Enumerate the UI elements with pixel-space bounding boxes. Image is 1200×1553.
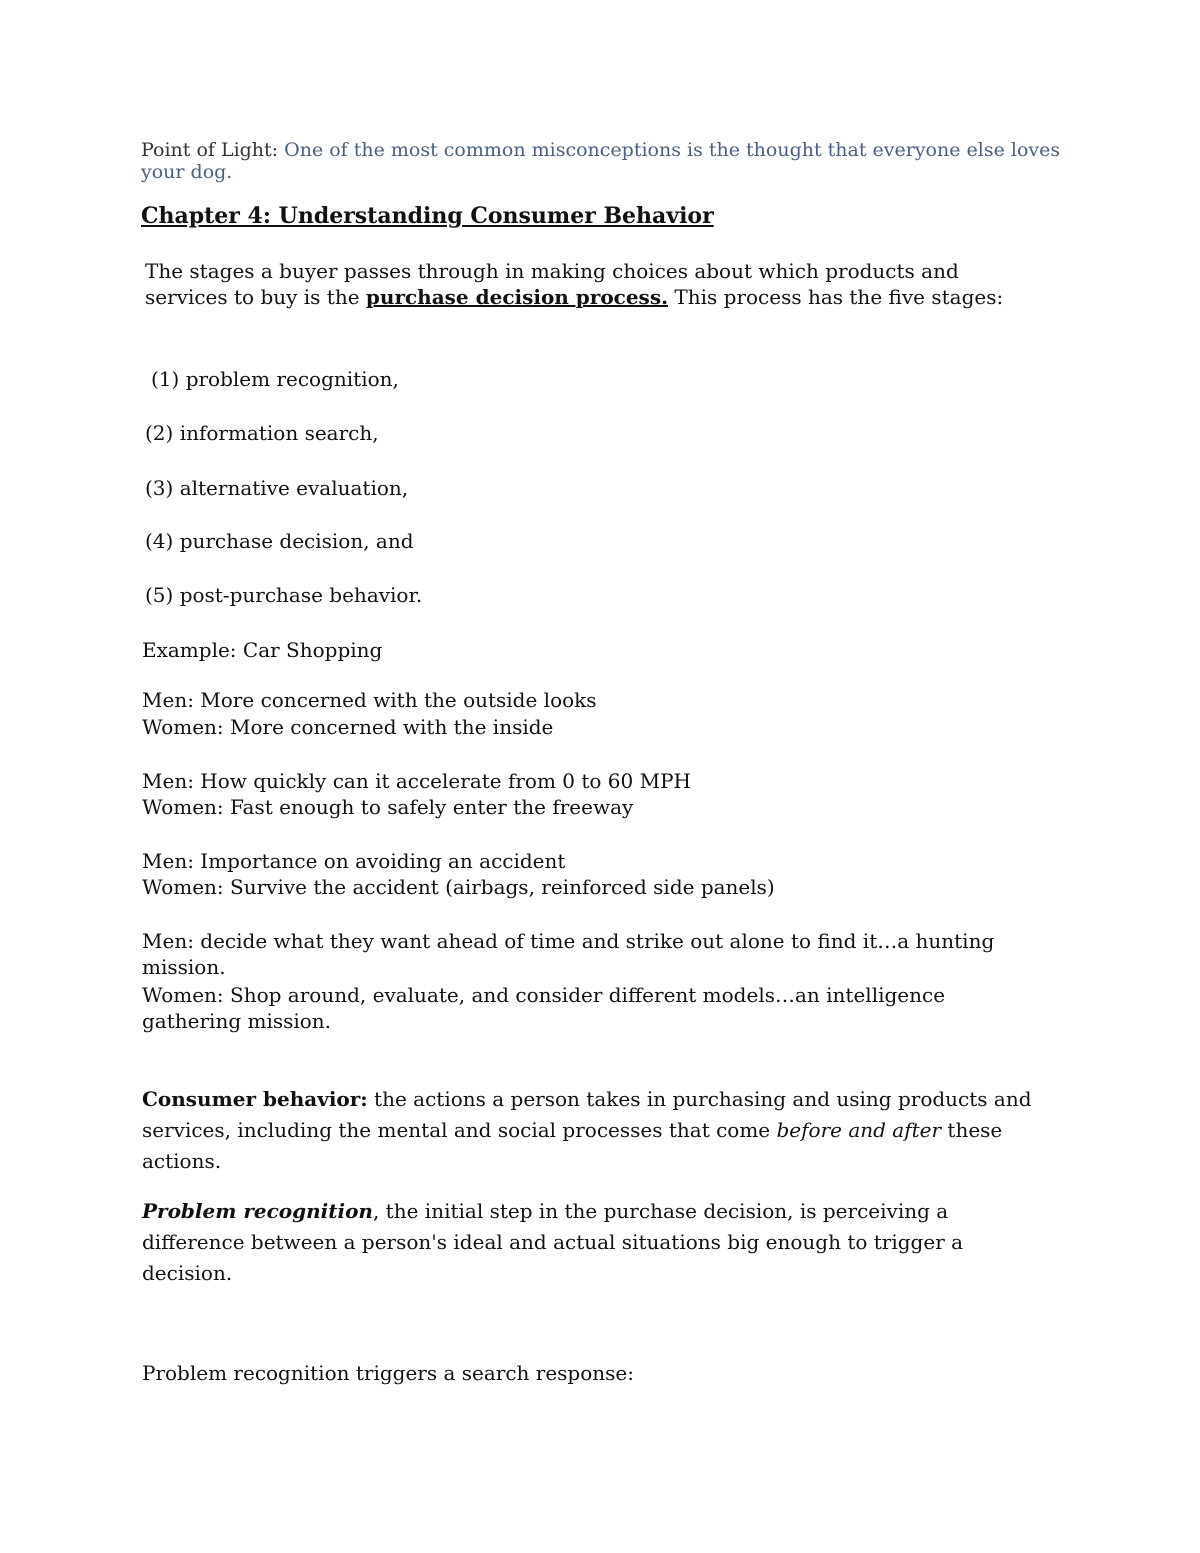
intro-paragraph [145, 258, 1025, 310]
comparison-women: Women: More concerned with the inside [142, 715, 554, 739]
comparison-men: Men: decide what they want ahead of time and strike out alone to find it…a hunting mission. [142, 929, 995, 979]
comparison-men: Men: Importance on avoiding an accident [142, 849, 566, 873]
comparison-men: Men: How quickly can it accelerate from 0 to 60 MPH [142, 769, 691, 793]
stage-item: (1) problem recognition, [151, 367, 399, 391]
consumer-behavior-definition [142, 1084, 1067, 1177]
stage-item: (4) purchase decision, and [145, 529, 414, 553]
chapter-heading: Chapter 4: Understanding Consumer Behavior [141, 203, 714, 229]
point-of-light-quote: One of the most common misconceptions is the thought that everyone else loves your dog. [141, 139, 1061, 183]
consumer-behavior-term: Consumer behavior: [142, 1087, 368, 1111]
problem-recognition-term: Problem recognition [142, 1199, 373, 1223]
problem-recognition-definition [142, 1196, 1022, 1289]
comparison-men: Men: More concerned with the outside looks [142, 688, 597, 712]
search-response-line: Problem recognition triggers a search response: [142, 1361, 634, 1385]
consumer-behavior-text: the actions a person takes in purchasing and using products and services, including the mental and social processes that come [142, 1087, 1032, 1142]
consumer-behavior-text-end: these actions. [142, 1118, 1003, 1173]
comparison-women: Women: Shop around, evaluate, and consider different models…an intelligence gathering mission. [142, 983, 946, 1033]
point-of-light-label: Point of Light: [141, 139, 279, 161]
stage-item: (2) information search, [145, 421, 379, 445]
example-title: Example: Car Shopping [142, 638, 383, 662]
purchase-decision-process-term: purchase decision process. [365, 285, 669, 309]
intro-text-before: The stages a buyer passes through in making choices about which products and services to buy is the [145, 259, 959, 309]
stage-item: (5) post-purchase behavior. [145, 583, 423, 607]
consumer-behavior-emphasis: before and after [776, 1118, 942, 1142]
stage-item: (3) alternative evaluation, [145, 476, 409, 500]
problem-recognition-text: , the initial step in the purchase decision, is perceiving a difference between a person's ideal and actual situations big enough to trigger a decision. [142, 1199, 964, 1285]
comparison-women: Women: Survive the accident (airbags, reinforced side panels) [142, 875, 775, 899]
comparison-women: Women: Fast enough to safely enter the freeway [142, 795, 634, 819]
point-of-light [141, 139, 1061, 183]
intro-text-after: This process has the five stages: [668, 285, 1004, 309]
